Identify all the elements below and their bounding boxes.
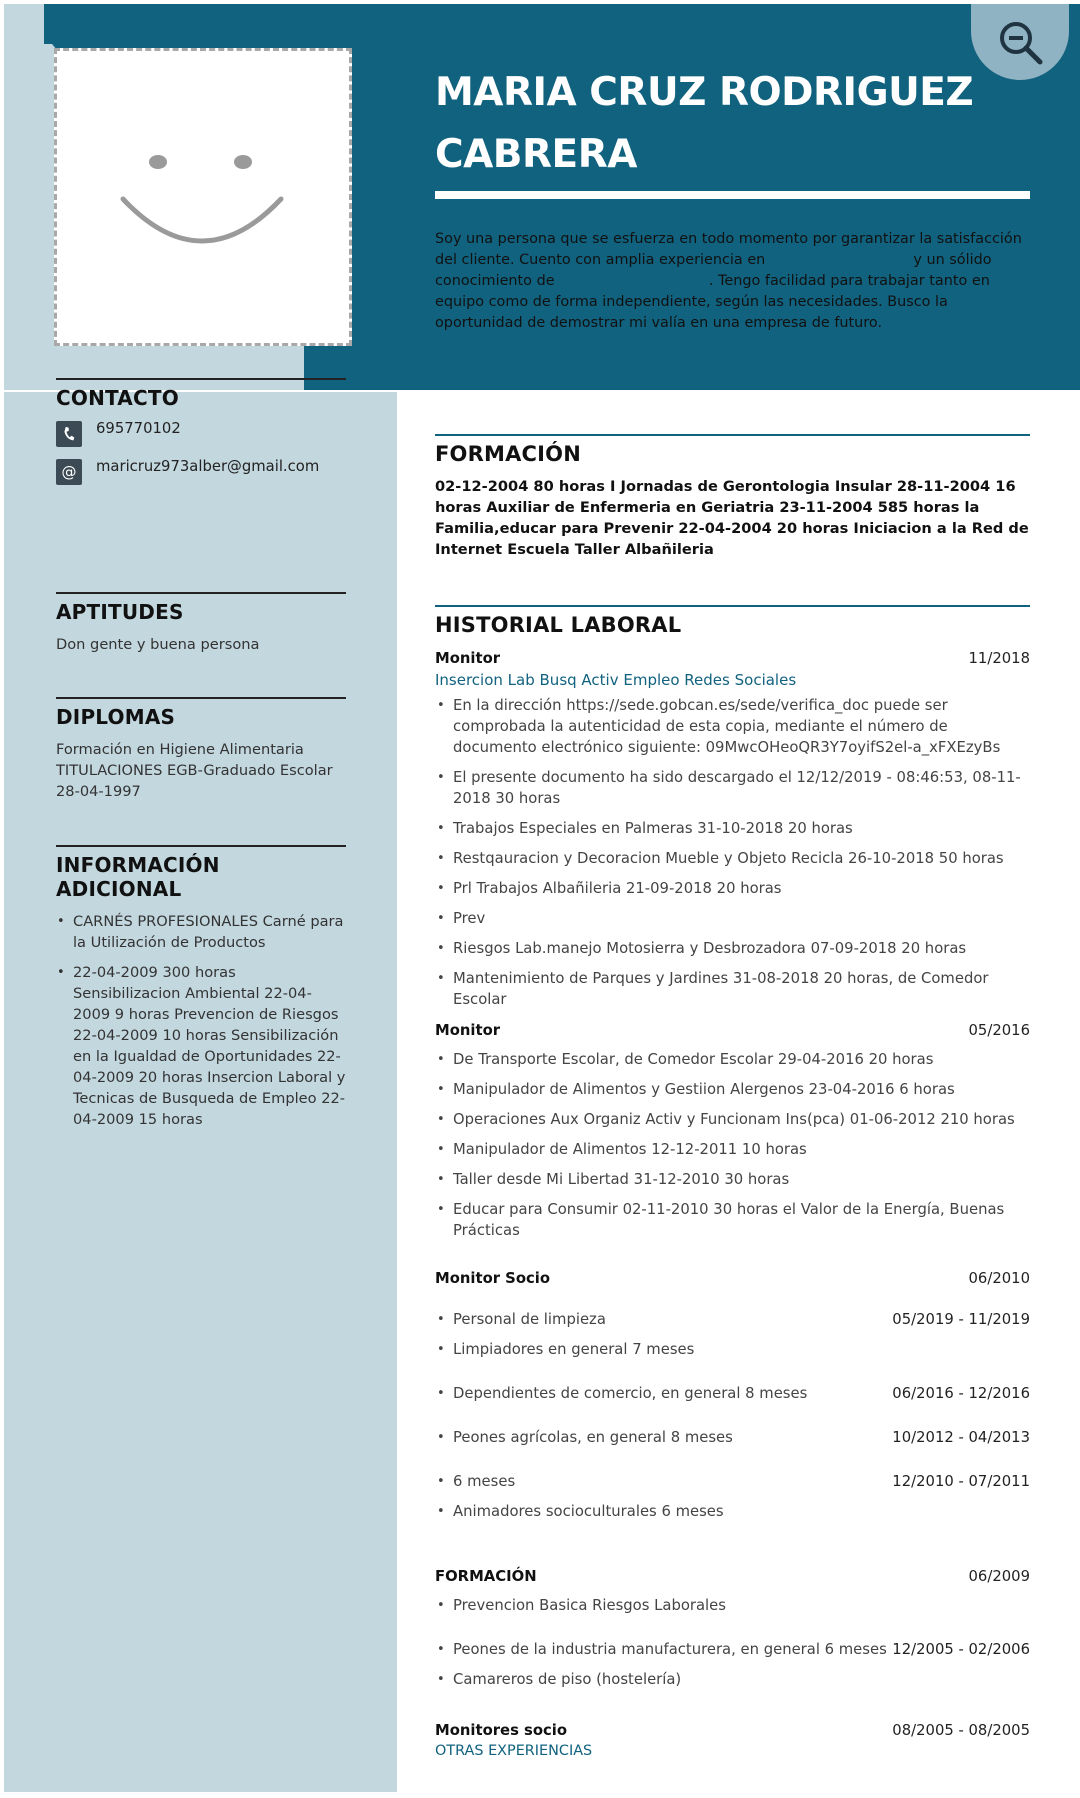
summary-placeholder-sector: [Sector o Industria] — [769, 252, 909, 268]
phone-icon — [56, 421, 82, 447]
formacion-text: 02-12-2004 80 horas I Jornadas de Gerontologia Insular 28-11-2004 16 horas Auxiliar de Enfermeria en Geriatria 23-11-2004 585 horas la Familia,educar para Prevenir 22-04-2004 20 horas Iniciacion a la Red de Internet Escuela Taller Albañileria — [435, 478, 1029, 558]
aptitudes-text: Don gente y buena persona — [56, 636, 260, 653]
item-text: 6 meses — [453, 1473, 516, 1490]
job-entry-5 — [435, 1722, 1030, 1759]
job-items — [435, 1595, 1030, 1690]
job-date: 11/2018 — [968, 650, 1030, 667]
list-item — [435, 1309, 1030, 1330]
diplomas-title: DIPLOMAS — [56, 705, 176, 729]
item-text: Dependientes de comercio, en general 8 meses — [453, 1385, 808, 1402]
summary-placeholder-product: [Producto o Servicio] — [559, 273, 709, 289]
contact-section — [56, 378, 346, 496]
item-date-range: 05/2019 - 11/2019 — [892, 1311, 1030, 1328]
list-item: • Mantenimiento de Parques y Jardines 31-08-2018 20 horas, de Comedor Escolar — [435, 968, 1030, 1010]
job-date: 08/2005 - 08/2005 — [892, 1722, 1030, 1739]
list-item: • Prev — [435, 908, 1030, 929]
magnifier-icon — [994, 16, 1046, 68]
section-rule — [435, 605, 1030, 607]
job-title: Monitor — [435, 650, 501, 667]
job-date: 06/2009 — [968, 1568, 1030, 1585]
formacion-section — [435, 434, 1030, 560]
job-date: 06/2010 — [968, 1270, 1030, 1287]
historial-title: HISTORIAL LABORAL — [435, 613, 682, 637]
job-entry-1 — [435, 650, 1030, 1019]
at-sign-icon: @ — [56, 459, 82, 485]
list-item: • 22-04-2009 300 horas Sensibilizacion Ambiental 22-04-2009 9 horas Prevencion de Riesgos 22-04-2009 10 horas Sensibilización en la Igualdad de Oportunidades 22-04-2009 20 horas Insercion Laboral y Tecnicas de Busqueda de Empleo 22-04-2009 15 horas — [56, 962, 346, 1130]
job-entry-3 — [435, 1270, 1030, 1531]
formacion-title: FORMACIÓN — [435, 442, 581, 466]
list-item — [435, 1427, 1030, 1448]
name-underline — [435, 191, 1030, 199]
diploma-line: TITULACIONES EGB-Graduado Escolar — [56, 762, 333, 779]
additional-info-section — [56, 845, 346, 1139]
list-item: • Limpiadores en general 7 meses — [435, 1339, 1030, 1360]
summary-text-3: . Tengo facilidad para trabajar tanto en equipo como de forma independiente, según las necesidades. Busco la oportunidad de demostrar mi valía en una empresa de futuro. — [435, 273, 990, 331]
item-date-range: 10/2012 - 04/2013 — [892, 1429, 1030, 1446]
candidate-name: MARIA CRUZ RODRIGUEZ CABRERA — [435, 70, 974, 177]
aptitudes-section — [56, 592, 346, 655]
job-entry-4 — [435, 1568, 1030, 1699]
list-item: • Prevencion Basica Riesgos Laborales — [435, 1595, 1030, 1616]
list-item: • Taller desde Mi Libertad 31-12-2010 30 horas — [435, 1169, 1030, 1190]
job-items — [435, 1049, 1030, 1241]
profile-summary — [435, 229, 1035, 334]
additional-info-title: INFORMACIÓN ADICIONAL — [56, 853, 220, 901]
contact-phone[interactable]: 695770102 — [96, 419, 181, 437]
job-items — [435, 695, 1030, 1010]
section-rule — [56, 697, 346, 699]
item-date-range: 06/2016 - 12/2016 — [892, 1385, 1030, 1402]
section-rule — [56, 845, 346, 847]
summary-text-1: Soy una persona que se esfuerza en todo momento por garantizar la satisfacción del cliente. Cuento con amplia experiencia en — [435, 231, 1022, 268]
list-item — [435, 1639, 1030, 1660]
job-entry-2 — [435, 1022, 1030, 1250]
list-item: • CARNÉS PROFESIONALES Carné para la Utilización de Productos — [56, 911, 346, 953]
list-item: • De Transporte Escolar, de Comedor Escolar 29-04-2016 20 horas — [435, 1049, 1030, 1070]
section-rule — [56, 378, 346, 380]
diplomas-section — [56, 697, 346, 802]
item-text: Personal de limpieza — [453, 1311, 606, 1328]
smiley-icon — [57, 51, 349, 343]
job-title: FORMACIÓN — [435, 1568, 537, 1585]
additional-info-list — [56, 911, 346, 1130]
item-text: Peones de la industria manufacturera, en general 6 meses — [453, 1641, 887, 1658]
list-item: • Manipulador de Alimentos 12-12-2011 10 horas — [435, 1139, 1030, 1160]
resume-page — [4, 4, 1080, 1792]
list-item: • Manipulador de Alimentos y Gestiion Alergenos 23-04-2016 6 horas — [435, 1079, 1030, 1100]
list-item: • Animadores socioculturales 6 meses — [435, 1501, 1030, 1522]
list-item: • Restqauracion y Decoracion Mueble y Objeto Recicla 26-10-2018 50 horas — [435, 848, 1030, 869]
contact-phone-row — [56, 420, 346, 448]
summary-text-2: y un sólido conocimiento de — [435, 252, 992, 289]
job-title: Monitores socio — [435, 1722, 568, 1739]
historial-section — [435, 605, 1030, 637]
contact-email[interactable]: maricruz973alber@gmail.com — [96, 457, 320, 475]
list-item — [435, 1383, 1030, 1404]
profile-photo-placeholder[interactable] — [54, 48, 352, 346]
diploma-line: Formación en Higiene Alimentaria — [56, 741, 304, 758]
item-date-range: 12/2005 - 02/2006 — [892, 1641, 1030, 1658]
section-rule — [56, 592, 346, 594]
list-item: • Camareros de piso (hostelería) — [435, 1669, 1030, 1690]
list-item: • Riesgos Lab.manejo Motosierra y Desbrozadora 07-09-2018 20 horas — [435, 938, 1030, 959]
job-title: Monitor Socio — [435, 1270, 551, 1287]
section-rule — [435, 434, 1030, 436]
aptitudes-title: APTITUDES — [56, 600, 184, 624]
list-item: • Prl Trabajos Albañileria 21-09-2018 20 horas — [435, 878, 1030, 899]
job-company: OTRAS EXPERIENCIAS — [435, 1743, 593, 1759]
job-company: Insercion Lab Busq Activ Empleo Redes Sociales — [435, 671, 797, 689]
item-text: Peones agrícolas, en general 8 meses — [453, 1429, 733, 1446]
job-title: Monitor — [435, 1022, 501, 1039]
contact-title: CONTACTO — [56, 386, 179, 410]
list-item: • El presente documento ha sido descargado el 12/12/2019 - 08:46:53, 08-11-2018 30 horas — [435, 767, 1030, 809]
list-item: • Operaciones Aux Organiz Activ y Funcionam Ins(pca) 01-06-2012 210 horas — [435, 1109, 1030, 1130]
job-items — [435, 1309, 1030, 1522]
contact-email-row — [56, 458, 346, 486]
job-date: 05/2016 — [968, 1022, 1030, 1039]
item-date-range: 12/2010 - 07/2011 — [892, 1473, 1030, 1490]
list-item: • En la dirección https://sede.gobcan.es/sede/verifica_doc puede ser comprobada la autenticidad de esta copia, mediante el número de documento electrónico siguiente: 09MwcOHeoQR3Y7oyifS2el-a_xFXEzyBs — [435, 695, 1030, 758]
diploma-line: 28-04-1997 — [56, 783, 141, 800]
list-item — [435, 1471, 1030, 1492]
list-item: • Trabajos Especiales en Palmeras 31-10-2018 20 horas — [435, 818, 1030, 839]
list-item: • Educar para Consumir 02-11-2010 30 horas el Valor de la Energía, Buenas Prácticas — [435, 1199, 1030, 1241]
